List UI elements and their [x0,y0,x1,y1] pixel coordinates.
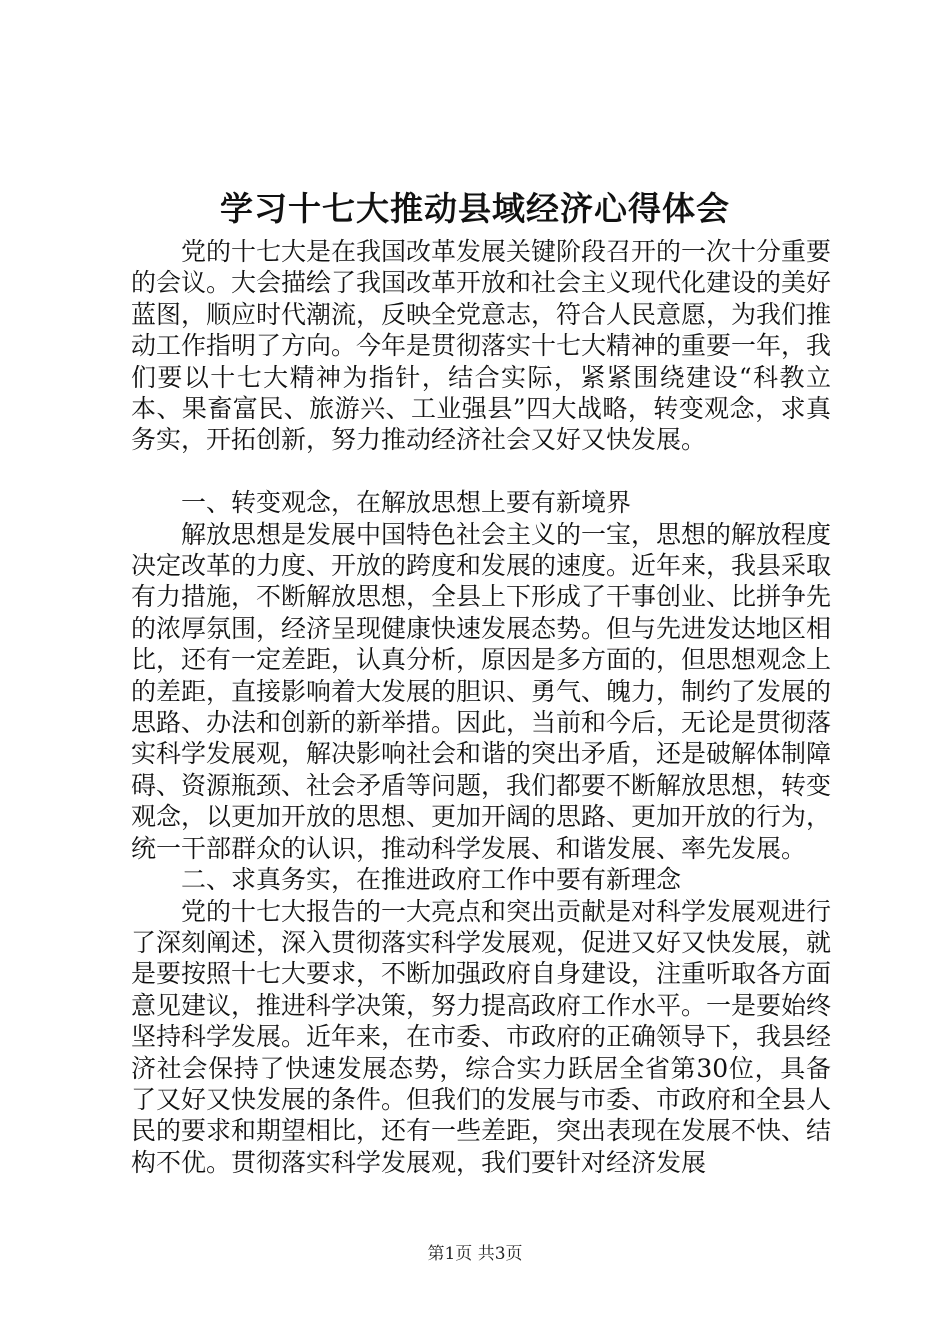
section-2-heading: 二、求真务实，在推进政府工作中要有新理念 [181,865,682,895]
paragraph-spacer [131,456,831,487]
section-1-paragraph: 解放思想是发展中国特色社会主义的一宝，思想的解放程度决定改革的力度、开放的跨度和发展的速度。近年来，我县采取有力措施，不断解放思想，全县上下形成了干事创业、比拼争先的浓厚氛围，经济呈现健康快速发展态势。但与先进发达地区相比，还有一定差距，认真分析，原因是多方面的，但思想观念上的差距，直接影响着大发展的胆识、勇气、魄力，制约了发展的思路、办法和创新的新举措。因此，当前和今后，无论是贯彻落实科学发展观，解决影响社会和谐的突出矛盾，还是破解体制障碍、资源瓶颈、社会矛盾等问题，我们都要不断解放思想，转变观念，以更加开放的思想、更加开阔的思路、更加开放的行为，统一干部群众的认识，推动科学发展、和谐发展、率先发展。 [131,519,832,863]
document-body [131,236,831,1178]
section-2-paragraph: 党的十七大报告的一大亮点和突出贡献是对科学发展观进行了深刻阐述，深入贯彻落实科学发展观，促进又好又快发展，就是要按照十七大要求，不断加强政府自身建设，注重听取各方面意见建议，推进科学决策，努力提高政府工作水平。一是要始终坚持科学发展。近年来，在市委、市政府的正确领导下，我县经济社会保持了快速发展态势，综合实力跃居全省第30位，具备了又好又快发展的条件。但我们的发展与市委、市政府和全县人民的要求和期望相比，还有一些差距，突出表现在发展不快、结构不优。贯彻落实科学发展观，我们要针对经济发展 [131,896,832,1177]
intro-paragraph: 党的十七大是在我国改革发展关键阶段召开的一次十分重要的会议。大会描绘了我国改革开放和社会主义现代化建设的美好蓝图，顺应时代潮流，反映全党意志，符合人民意愿，为我们推动工作指明了方向。今年是贯彻落实十七大精神的重要一年，我们要以十七大精神为指针，结合实际，紧紧围绕建设“科教立本、果畜富民、旅游兴、工业强县”四大战略，转变观念，求真务实，开拓创新，努力推动经济社会又好又快发展。 [131,237,832,455]
section-1-heading: 一、转变观念，在解放思想上要有新境界 [181,488,632,518]
page-footer: 第1页 共3页 [427,1244,523,1264]
document-title: 学习十七大推动县域经济心得体会 [220,189,730,228]
